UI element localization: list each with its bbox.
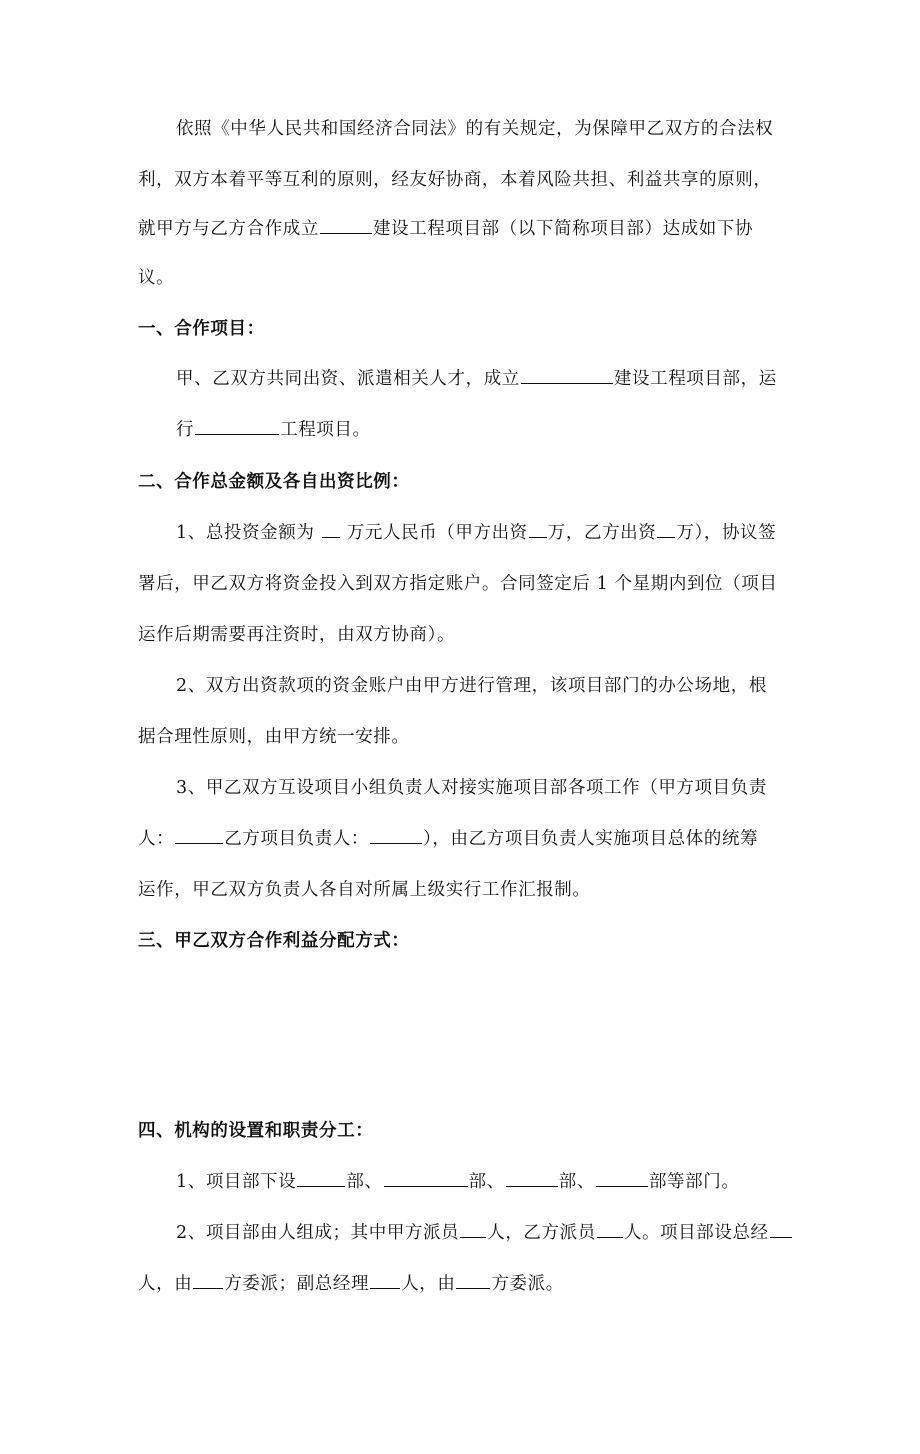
s2-p2-line-2: [0, 720, 920, 754]
text: 依照《中华人民共和国经济合同法》的有关规定，为保障甲乙双方的合法权: [176, 119, 774, 139]
text: 部、: [346, 1172, 383, 1192]
s2-p3-line-3: [0, 873, 920, 907]
section-4-heading: [0, 1114, 920, 1148]
text: 1、总投资金额为: [176, 523, 315, 543]
blank-field: [320, 213, 372, 234]
text: 署后，甲乙双方将资金投入到双方指定账户。合同签定后 1 个星期内到位（项目: [138, 574, 778, 594]
text: 万，乙方出资: [547, 523, 657, 543]
text: 人。项目部设总经: [623, 1223, 769, 1243]
text: 人，乙方派员: [487, 1223, 596, 1243]
blank-field: [657, 517, 675, 538]
text: 议。: [138, 268, 175, 288]
s2-p1-line-3: [0, 618, 920, 652]
text: 3、甲乙双方互设项目小组负责人对接实施项目部各项工作（甲方项目负责: [176, 778, 767, 798]
text: 万），协议签: [676, 523, 777, 543]
text: 建设工程项目部，运: [613, 369, 777, 389]
blank-field: [322, 517, 340, 538]
blank-field: [521, 363, 613, 384]
blank-field: [597, 1217, 623, 1238]
intro-line-2: [0, 163, 920, 197]
text: 1、项目部下设: [176, 1172, 297, 1192]
heading-text: 一、合作项目：: [138, 319, 265, 339]
text: 运作后期需要再注资时，由双方协商）。: [138, 625, 456, 645]
s1-line-1: [0, 362, 920, 396]
blank-field: [456, 1268, 490, 1289]
text: 万元人民币（甲方出资: [346, 523, 528, 543]
blank-field: [193, 1268, 223, 1289]
text: 部、: [558, 1172, 595, 1192]
s2-p1-line-2: [0, 567, 920, 601]
intro-line-3: [0, 212, 920, 246]
s4-p2-line-2: [0, 1267, 920, 1301]
intro-line-4: [0, 261, 920, 295]
blank-field: [596, 1166, 648, 1187]
text: 人：: [138, 829, 175, 849]
blank-field: [370, 823, 422, 844]
intro-line-1: [0, 112, 920, 146]
text: ），由乙方项目负责人实施项目总体的统筹: [423, 829, 759, 849]
blank-field: [175, 823, 223, 844]
blank-field: [529, 517, 547, 538]
text: 运作，甲乙双方负责人各自对所属上级实行工作汇报制。: [138, 880, 591, 900]
text: 工程项目。: [280, 420, 371, 440]
text: 建设工程项目部（以下简称项目部）达成如下协: [373, 219, 754, 239]
section-1-heading: [0, 312, 920, 346]
text: 利，双方本着平等互利的原则，经友好协商，本着风险共担、利益共享的原则，: [138, 170, 772, 190]
text: 方委派；副总经理: [224, 1274, 370, 1294]
heading-text: 二、合作总金额及各自出资比例：: [138, 472, 410, 492]
text: 部等部门。: [648, 1172, 740, 1192]
s2-p1-line-1: [0, 516, 920, 550]
blank-field: [384, 1166, 468, 1187]
text: 据合理性原则，由甲方统一安排。: [138, 727, 410, 747]
blank-field: [770, 1217, 792, 1238]
text: 方委派。: [491, 1274, 564, 1294]
text: 行: [176, 420, 195, 440]
text: 人，由: [401, 1274, 456, 1294]
blank-field: [297, 1166, 345, 1187]
text: 2、项目部由人组成；其中甲方派员: [176, 1223, 460, 1243]
s4-p1: [0, 1165, 920, 1199]
blank-field: [506, 1166, 558, 1187]
blank-field: [370, 1268, 400, 1289]
text: 甲、乙双方共同出资、派遣相关人才，成立: [176, 369, 520, 389]
s4-p2-line-1: [0, 1216, 920, 1250]
s2-p3-line-2: [0, 822, 920, 856]
s1-line-2: [0, 413, 920, 447]
heading-text: 三、甲乙双方合作利益分配方式：: [138, 931, 410, 951]
section-2-heading: [0, 465, 920, 499]
s2-p2-line-1: [0, 669, 920, 703]
blank-field: [460, 1217, 486, 1238]
text: 部、: [468, 1172, 505, 1192]
text: 乙方项目负责人：: [224, 829, 370, 849]
text: 人，由: [138, 1274, 193, 1294]
text: 2、双方出资款项的资金账户由甲方进行管理，该项目部门的办公场地，根: [176, 676, 767, 696]
section-3-heading: [0, 924, 920, 958]
text: 就甲方与乙方合作成立: [138, 219, 319, 239]
blank-field: [195, 414, 279, 435]
heading-text: 四、机构的设置和职责分工：: [138, 1121, 374, 1141]
s2-p3-line-1: [0, 771, 920, 805]
